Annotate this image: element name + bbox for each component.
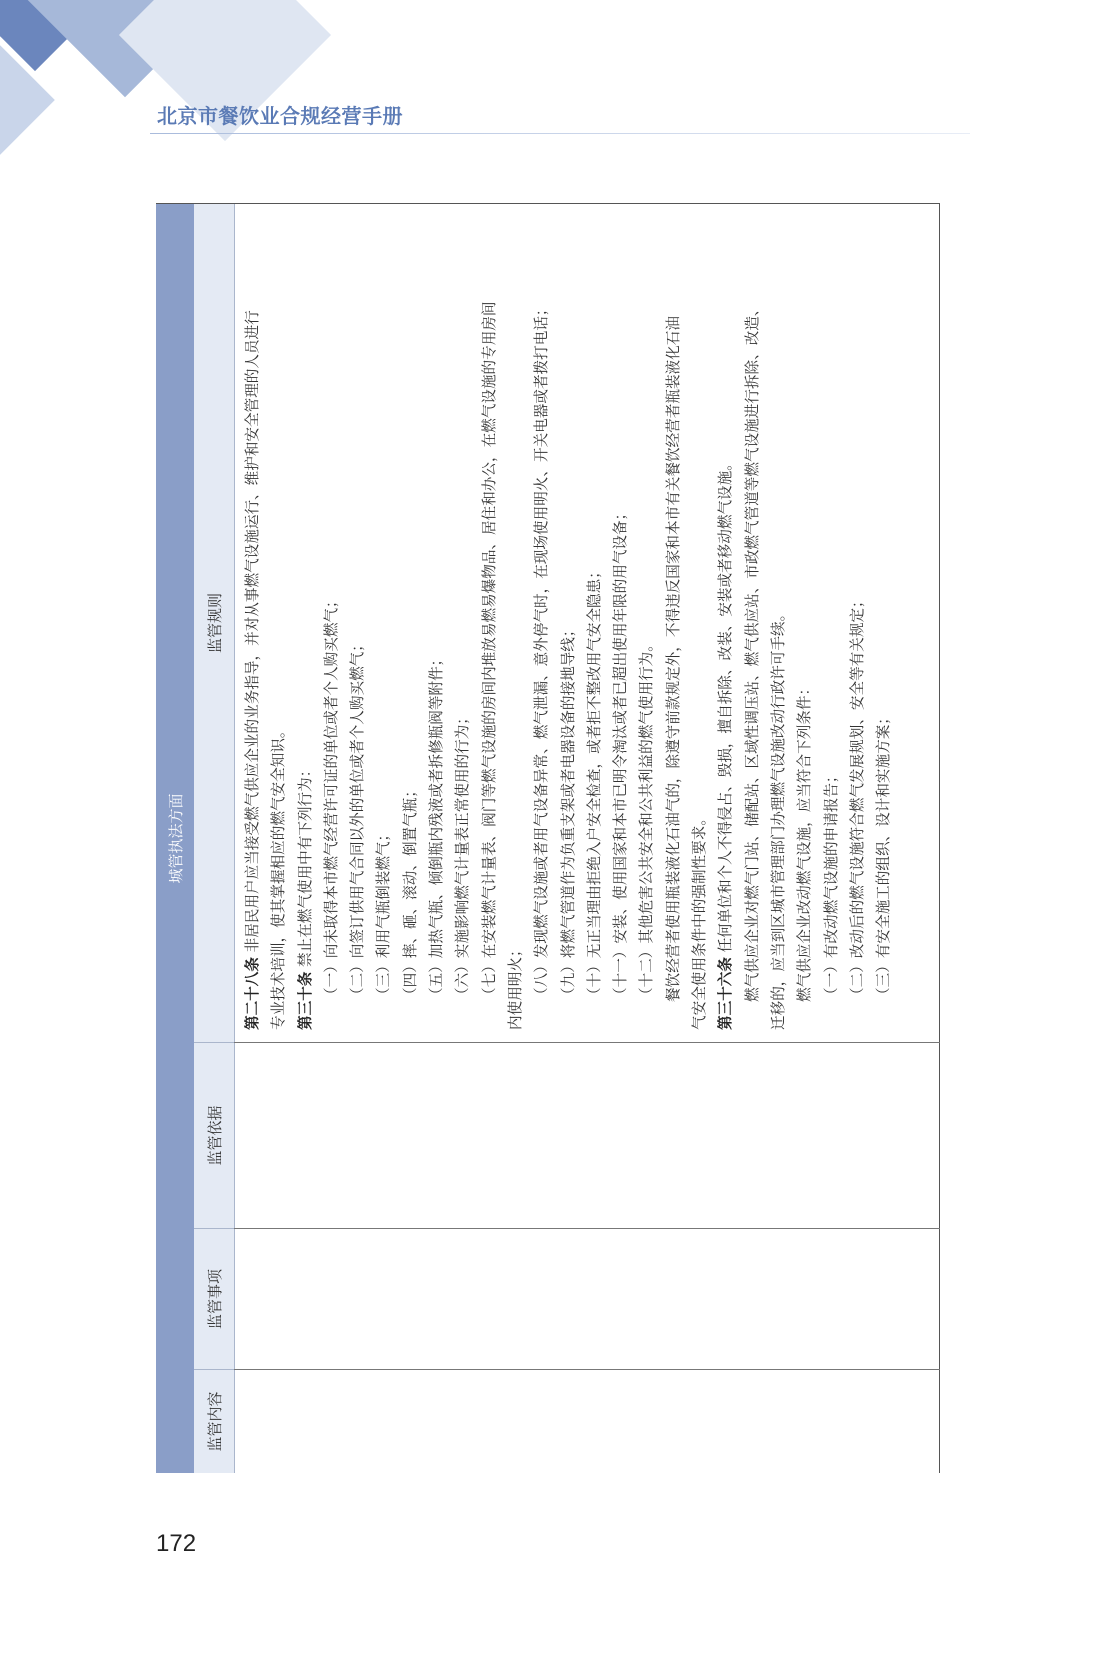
rule-text: 餐饮经营者使用瓶装液化石油气的，除遵守前款规定外，不得违反国家和本市有关餐饮经营者瓶装液化石油 xyxy=(664,316,682,1002)
rule-line xyxy=(634,214,660,1030)
column-header-row xyxy=(194,204,235,1473)
column-header-rules: 监管规则 xyxy=(205,593,224,654)
rule-text: （十一）安装、使用国家和本市已明令淘汰或者已超出使用年限的用气设备； xyxy=(612,505,630,1002)
rule-text: 燃气供应企业对燃气门站、储配站、区域性调压站、燃气供应站、市政燃气管道等燃气设施进行拆除、改造、 xyxy=(743,301,761,1002)
rule-text: 迁移的，应当到区城市管理部门办理燃气设施改动行政许可手续。 xyxy=(769,606,787,1030)
rule-text: （三）利用气瓶倒装燃气； xyxy=(375,826,393,1002)
rule-text: 气安全使用条件中的强制性要求。 xyxy=(691,811,709,1030)
page-number: 172 xyxy=(156,1530,197,1557)
article-paragraph xyxy=(240,214,266,1030)
rule-text: （三）有安全施工的组织、设计和实施方案； xyxy=(875,710,893,1002)
rule-text: （五）加热气瓶、倾倒瓶内残液或者拆修瓶阀等附件； xyxy=(428,651,446,1002)
article-paragraph xyxy=(293,214,319,1030)
rule-text: （一）向未取得本市燃气经营许可证的单位或者个人购买燃气； xyxy=(322,593,340,1002)
column-header-content: 监管内容 xyxy=(194,1369,234,1473)
rule-line xyxy=(740,214,766,1030)
cell-item xyxy=(234,1228,940,1369)
rule-line xyxy=(687,214,713,1030)
rule-text: （四）摔、砸、滚动、倒置气瓶； xyxy=(401,783,419,1002)
rule-line xyxy=(845,214,871,1030)
header-divider xyxy=(150,133,970,134)
rule-text: （六）实施影响燃气计量表正常使用的行为； xyxy=(454,710,472,1002)
rule-line xyxy=(529,214,555,1030)
rule-text: （七）在安装燃气计量表、阀门等燃气设施的房间内堆放易燃易爆物品、居住和办公，在燃气设施的专用房间 xyxy=(480,301,498,1002)
cell-rules xyxy=(234,204,940,1042)
column-header-item: 监管事项 xyxy=(194,1228,234,1369)
rule-text: （一）有改动燃气设施的申请报告； xyxy=(822,768,840,1002)
rule-text: （九）将燃气管道作为负重支架或者电器设备的接地导线； xyxy=(559,622,577,1002)
rule-text: （二）向签订供用气合同以外的单位或者个人购买燃气； xyxy=(349,637,367,1002)
rule-line xyxy=(266,214,292,1030)
cell-content xyxy=(234,1369,940,1473)
table-row xyxy=(234,204,940,1473)
section-title: 城管执法方面 xyxy=(166,793,185,884)
rule-text: （十二）其他危害公共安全和公共利益的燃气使用行为。 xyxy=(638,637,656,1002)
rule-line xyxy=(556,214,582,1030)
rule-line xyxy=(450,214,476,1030)
article-number: 第二十八条 xyxy=(244,957,261,1030)
rule-line xyxy=(819,214,845,1030)
page-header-title: 北京市餐饮业合规经营手册 xyxy=(157,104,403,128)
cell-basis xyxy=(234,1042,940,1228)
rule-line xyxy=(871,214,897,1030)
rule-line xyxy=(424,214,450,1030)
rule-line xyxy=(477,214,503,1030)
rule-text: 任何单位和个人不得侵占、毁损，擅自拆除、改装、安装或者移动燃气设施。 xyxy=(717,456,735,958)
rule-text: （八）发现燃气设施或者用气设备异常、燃气泄漏、意外停气时，在现场使用明火、开关电器或者拨打电话； xyxy=(533,301,551,1002)
rule-text: 专业技术培训，使其掌握相应的燃气安全知识。 xyxy=(270,723,288,1030)
rule-line xyxy=(319,214,345,1030)
article-number: 第三十六条 xyxy=(717,957,735,1030)
rule-line xyxy=(398,214,424,1030)
column-header-basis: 监管依据 xyxy=(194,1042,234,1228)
rule-text: 禁止在燃气使用中有下列行为： xyxy=(296,762,314,972)
rule-line xyxy=(371,214,397,1030)
section-title-band xyxy=(156,204,194,1473)
rule-text: 内使用明火； xyxy=(506,942,524,1030)
rule-text: （十）无正当理由拒绝入户安全检查，或者拒不整改用气安全隐患； xyxy=(585,564,603,1002)
rule-line xyxy=(503,214,529,1030)
rule-line xyxy=(608,214,634,1030)
rule-line xyxy=(582,214,608,1030)
rule-text: （二）改动后的燃气设施符合燃气发展规划、安全等有关规定； xyxy=(848,593,866,1002)
rule-line xyxy=(792,214,818,1030)
regulation-table xyxy=(156,203,940,1473)
rule-line xyxy=(661,214,687,1030)
rule-line xyxy=(766,214,792,1030)
rule-text: 非居民用户应当接受燃气供应企业的业务指导，并对从事燃气设施运行、维护和安全管理的人员进行 xyxy=(244,310,261,958)
rule-text: 燃气供应企业改动燃气设施，应当符合下列条件： xyxy=(796,680,814,1002)
article-paragraph xyxy=(713,214,739,1030)
corner-decoration xyxy=(0,0,380,180)
rule-line xyxy=(345,214,371,1030)
article-number: 第三十条 xyxy=(296,971,314,1030)
